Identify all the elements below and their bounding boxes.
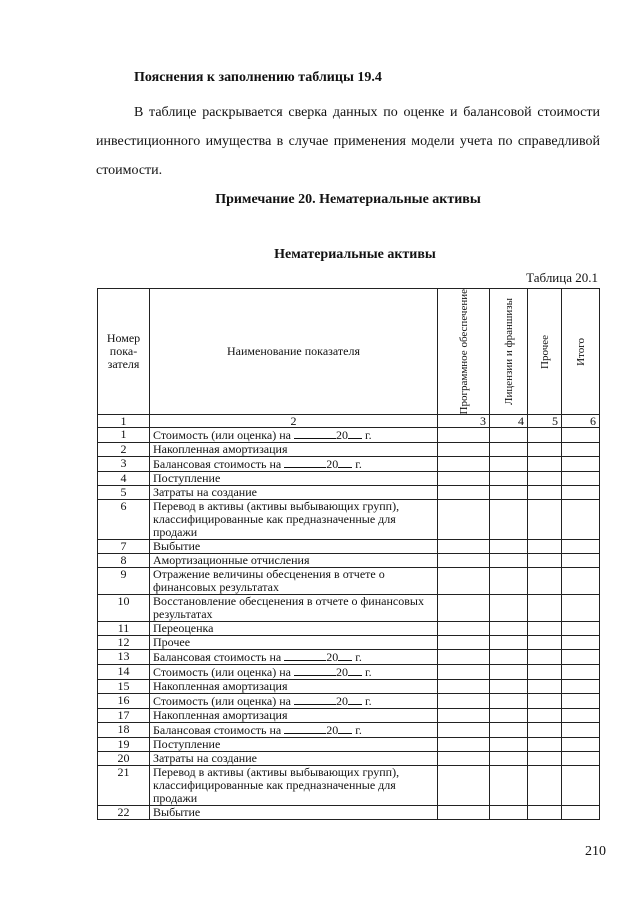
value-cell — [438, 709, 490, 723]
row-name: Затраты на создание — [150, 752, 438, 766]
value-cell — [528, 554, 562, 568]
column-number: 2 — [150, 415, 438, 428]
date-blank — [284, 457, 326, 468]
value-cell — [490, 694, 528, 709]
row-number: 18 — [98, 723, 150, 738]
row-name — [150, 665, 438, 680]
value-cell — [528, 443, 562, 457]
value-cell — [438, 443, 490, 457]
value-cell — [528, 738, 562, 752]
col-header-total-label: Итого — [574, 337, 587, 366]
value-cell — [438, 680, 490, 694]
value-cell — [438, 636, 490, 650]
row-name-prefix: Стоимость (или оценка) на — [153, 428, 292, 443]
value-cell — [562, 806, 600, 820]
row-name-suffix: г. — [355, 650, 362, 665]
table-row — [98, 568, 600, 595]
value-cell — [438, 486, 490, 500]
value-cell — [438, 428, 490, 443]
value-cell — [438, 554, 490, 568]
value-cell — [562, 568, 600, 595]
value-cell — [438, 622, 490, 636]
value-cell — [528, 568, 562, 595]
col-header-licenses-label: Лицензии и франшизы — [502, 298, 515, 406]
row-name — [150, 428, 438, 443]
value-cell — [490, 486, 528, 500]
col-header-software-label: Программное обеспечение — [457, 289, 470, 415]
row-name-prefix: Стоимость (или оценка) на — [153, 665, 292, 680]
row-name — [150, 650, 438, 665]
value-cell — [490, 650, 528, 665]
date-blank — [294, 428, 336, 439]
table-row — [98, 595, 600, 622]
table-row — [98, 723, 600, 738]
table-row — [98, 738, 600, 752]
year-blank — [348, 428, 362, 439]
row-number: 7 — [98, 540, 150, 554]
value-cell — [438, 665, 490, 680]
table-row — [98, 500, 600, 540]
row-number: 5 — [98, 486, 150, 500]
value-cell — [438, 540, 490, 554]
row-name-year: 20 — [336, 694, 349, 709]
year-blank — [338, 650, 352, 661]
row-name-year: 20 — [326, 457, 339, 472]
value-cell — [490, 806, 528, 820]
table-row — [98, 806, 600, 820]
row-name: Поступление — [150, 472, 438, 486]
value-cell — [562, 443, 600, 457]
row-name: Выбытие — [150, 806, 438, 820]
value-cell — [490, 443, 528, 457]
value-cell — [438, 738, 490, 752]
row-name: Восстановление обесценения в отчете о финансовых результатах — [150, 595, 438, 622]
page-number: 210 — [585, 844, 606, 859]
value-cell — [562, 723, 600, 738]
table-row — [98, 709, 600, 723]
value-cell — [562, 457, 600, 472]
row-name-prefix: Балансовая стоимость на — [153, 650, 282, 665]
value-cell — [490, 457, 528, 472]
value-cell — [528, 540, 562, 554]
row-name — [150, 457, 438, 472]
table-row — [98, 428, 600, 443]
value-cell — [438, 766, 490, 806]
intangible-assets-table — [97, 288, 600, 820]
table-row — [98, 752, 600, 766]
row-name — [150, 694, 438, 709]
row-number: 1 — [98, 428, 150, 443]
value-cell — [528, 622, 562, 636]
row-name-prefix: Балансовая стоимость на — [153, 723, 282, 738]
row-name: Затраты на создание — [150, 486, 438, 500]
value-cell — [490, 500, 528, 540]
value-cell — [528, 457, 562, 472]
row-number: 6 — [98, 500, 150, 540]
year-blank — [348, 665, 362, 676]
col-header-licenses — [490, 289, 528, 415]
row-number: 17 — [98, 709, 150, 723]
value-cell — [490, 723, 528, 738]
table-row — [98, 650, 600, 665]
row-name-suffix: г. — [365, 694, 372, 709]
value-cell — [438, 806, 490, 820]
date-blank — [284, 723, 326, 734]
row-name: Накопленная амортизация — [150, 680, 438, 694]
value-cell — [562, 486, 600, 500]
table-row — [98, 540, 600, 554]
row-name: Накопленная амортизация — [150, 443, 438, 457]
date-blank — [294, 665, 336, 676]
value-cell — [490, 752, 528, 766]
row-name: Перевод в активы (активы выбывающих групп), классифицированные как предназначенные для продажи — [150, 500, 438, 540]
explanation-paragraph: В таблице раскрывается сверка данных по оценке и балансовой стоимости инвестиционного имущества в случае применения модели учета по справедливой стоимости. — [96, 105, 600, 178]
column-number: 1 — [98, 415, 150, 428]
col-header-number: Номер пока-зателя — [98, 289, 150, 415]
value-cell — [490, 472, 528, 486]
row-name: Прочее — [150, 636, 438, 650]
value-cell — [490, 680, 528, 694]
row-name: Накопленная амортизация — [150, 709, 438, 723]
table-row — [98, 694, 600, 709]
date-blank — [284, 650, 326, 661]
col-header-software — [438, 289, 490, 415]
value-cell — [562, 694, 600, 709]
row-name: Отражение величины обесценения в отчете о финансовых результатах — [150, 568, 438, 595]
value-cell — [528, 723, 562, 738]
row-name-prefix: Стоимость (или оценка) на — [153, 694, 292, 709]
row-number: 9 — [98, 568, 150, 595]
value-cell — [528, 806, 562, 820]
row-number: 21 — [98, 766, 150, 806]
value-cell — [562, 500, 600, 540]
row-name: Поступление — [150, 738, 438, 752]
value-cell — [438, 595, 490, 622]
row-number: 20 — [98, 752, 150, 766]
row-number: 16 — [98, 694, 150, 709]
value-cell — [562, 554, 600, 568]
row-name-year: 20 — [336, 665, 349, 680]
table-row — [98, 622, 600, 636]
row-number: 15 — [98, 680, 150, 694]
table-body — [98, 428, 600, 820]
value-cell — [490, 766, 528, 806]
value-cell — [438, 694, 490, 709]
value-cell — [562, 709, 600, 723]
row-name-year: 20 — [336, 428, 349, 443]
value-cell — [438, 500, 490, 540]
table-row — [98, 766, 600, 806]
value-cell — [528, 650, 562, 665]
table-title: Нематериальные активы — [274, 247, 436, 262]
note-title: Примечание 20. Нематериальные активы — [215, 192, 481, 207]
column-number: 4 — [490, 415, 528, 428]
value-cell — [528, 472, 562, 486]
value-cell — [562, 650, 600, 665]
value-cell — [562, 636, 600, 650]
row-number: 11 — [98, 622, 150, 636]
value-cell — [438, 457, 490, 472]
value-cell — [490, 622, 528, 636]
value-cell — [562, 752, 600, 766]
value-cell — [490, 568, 528, 595]
value-cell — [528, 500, 562, 540]
value-cell — [528, 766, 562, 806]
table-row — [98, 665, 600, 680]
year-blank — [348, 694, 362, 705]
row-name-year: 20 — [326, 650, 339, 665]
row-name-suffix: г. — [365, 665, 372, 680]
value-cell — [528, 694, 562, 709]
table-row — [98, 680, 600, 694]
col-header-total — [562, 289, 600, 415]
col-header-name: Наименование показателя — [150, 289, 438, 415]
value-cell — [490, 738, 528, 752]
row-number: 4 — [98, 472, 150, 486]
row-number: 10 — [98, 595, 150, 622]
value-cell — [438, 472, 490, 486]
row-name: Перевод в активы (активы выбывающих групп), классифицированные как предназначенные для продажи — [150, 766, 438, 806]
row-number: 13 — [98, 650, 150, 665]
value-cell — [528, 709, 562, 723]
value-cell — [490, 709, 528, 723]
column-number: 3 — [438, 415, 490, 428]
value-cell — [490, 540, 528, 554]
value-cell — [438, 723, 490, 738]
value-cell — [528, 752, 562, 766]
row-name-suffix: г. — [365, 428, 372, 443]
row-name-year: 20 — [326, 723, 339, 738]
row-number: 19 — [98, 738, 150, 752]
row-number: 14 — [98, 665, 150, 680]
value-cell — [562, 428, 600, 443]
table-number: Таблица 20.1 — [526, 270, 598, 285]
row-name — [150, 723, 438, 738]
row-name: Выбытие — [150, 540, 438, 554]
value-cell — [528, 428, 562, 443]
row-name: Амортизационные отчисления — [150, 554, 438, 568]
col-header-other-label: Прочее — [538, 334, 551, 369]
table-row — [98, 472, 600, 486]
value-cell — [562, 472, 600, 486]
row-name-prefix: Балансовая стоимость на — [153, 457, 282, 472]
table-row — [98, 636, 600, 650]
value-cell — [562, 680, 600, 694]
value-cell — [562, 540, 600, 554]
value-cell — [490, 665, 528, 680]
value-cell — [562, 622, 600, 636]
table-row — [98, 554, 600, 568]
row-name-suffix: г. — [355, 723, 362, 738]
row-number: 8 — [98, 554, 150, 568]
value-cell — [528, 636, 562, 650]
row-name: Переоценка — [150, 622, 438, 636]
value-cell — [528, 665, 562, 680]
row-number: 12 — [98, 636, 150, 650]
table-row — [98, 486, 600, 500]
table-row — [98, 443, 600, 457]
value-cell — [562, 595, 600, 622]
year-blank — [338, 723, 352, 734]
value-cell — [490, 428, 528, 443]
value-cell — [490, 554, 528, 568]
value-cell — [528, 486, 562, 500]
value-cell — [438, 568, 490, 595]
row-number: 3 — [98, 457, 150, 472]
section-heading: Пояснения к заполнению таблицы 19.4 — [134, 70, 382, 85]
value-cell — [490, 636, 528, 650]
column-number: 6 — [562, 415, 600, 428]
date-blank — [294, 694, 336, 705]
value-cell — [562, 738, 600, 752]
year-blank — [338, 457, 352, 468]
table-header-row — [98, 289, 600, 415]
row-number: 22 — [98, 806, 150, 820]
value-cell — [562, 665, 600, 680]
value-cell — [528, 595, 562, 622]
column-number: 5 — [528, 415, 562, 428]
table-row — [98, 457, 600, 472]
value-cell — [490, 595, 528, 622]
value-cell — [438, 650, 490, 665]
value-cell — [562, 766, 600, 806]
value-cell — [438, 752, 490, 766]
row-name-suffix: г. — [355, 457, 362, 472]
column-number-row — [98, 415, 600, 428]
row-number: 2 — [98, 443, 150, 457]
value-cell — [528, 680, 562, 694]
col-header-other — [528, 289, 562, 415]
